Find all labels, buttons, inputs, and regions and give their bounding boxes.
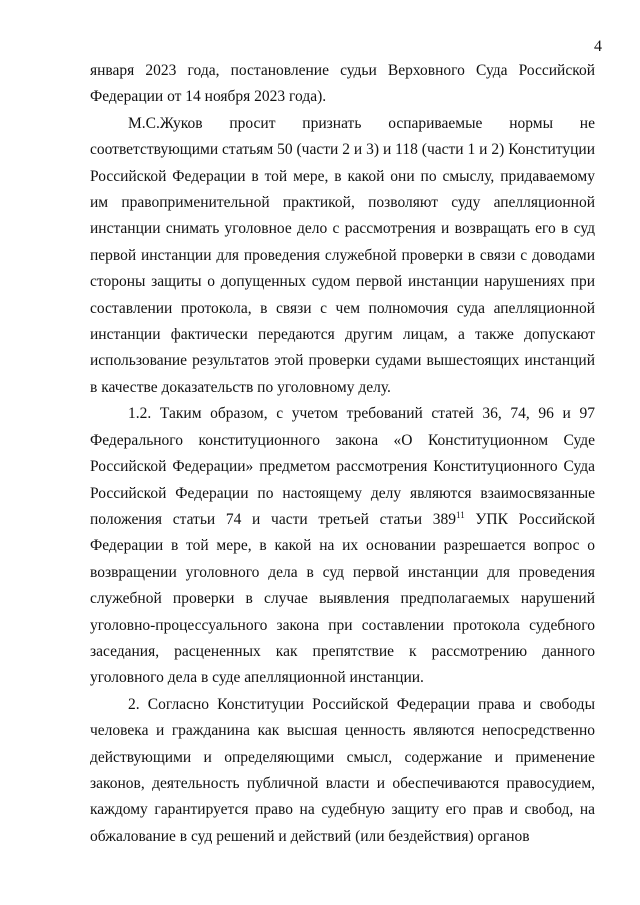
superscript-article-index: 11 — [456, 509, 465, 520]
paragraph-subject-of-review — [90, 401, 595, 691]
paragraph-continuation: января 2023 года, постановление судьи Верховного Суда Российской Федерации от 14 ноября 2023 года). — [90, 62, 595, 106]
paragraph-text-part: 1.2. Таким образом, с учетом требований статей 36, 74, 96 и 97 Федерального конституционного закона «О Конституционном Суде Российской Федерации» предметом рассмотрения Конституционного Суда Российской Федерации по настоящему делу являются взаимосвязанные положения статьи 74 и части третьей статьи 389 — [90, 405, 595, 528]
document-body — [90, 58, 595, 850]
paragraph-zhukov-request: М.С.Жуков просит признать оспариваемые нормы не соответствующими статьям 50 (части 2 и 3) и 118 (части 1 и 2) Конституции Российской Федерации в той мере, в какой они по смыслу, придаваемому им правоприменительной практикой, позволяют суду апелляционной инстанции снимать уголовное дело с рассмотрения и возвращать его в суд первой инстанции для проведения служебной проверки в связи с доводами стороны защиты о допущенных судом первой инстанции нарушениях при составлении протокола, в связи с чем полномочия суда апелляционной инстанции фактически передаются другим лицам, а также допускают использование результатов этой проверки судами вышестоящих инстанций в качестве доказательств по уголовному делу. — [90, 114, 595, 396]
page-number: 4 — [594, 38, 602, 55]
paragraph-constitution: 2. Согласно Конституции Российской Федерации права и свободы человека и гражданина как высшая ценность являются непосредственно действующими и определяющими смысл, содержание и применение законов, деятельность публичной власти и обеспечиваются правосудием, каждому гарантируется право на судебную защиту его прав и свобод, на обжалование в суд решений и действий (или бездействия) органов — [90, 695, 595, 845]
paragraph-text-part: УПК Российской Федерации в той мере, в какой на их основании разрешается вопрос о возвращении уголовного дела в суд первой инстанции для проведения служебной проверки в случае выявления предполагаемых нарушений уголовно-процессуального закона при составлении протокола судебного заседания, расцененных как препятствие к рассмотрению данного уголовного дела в суде апелляционной инстанции. — [90, 510, 595, 687]
